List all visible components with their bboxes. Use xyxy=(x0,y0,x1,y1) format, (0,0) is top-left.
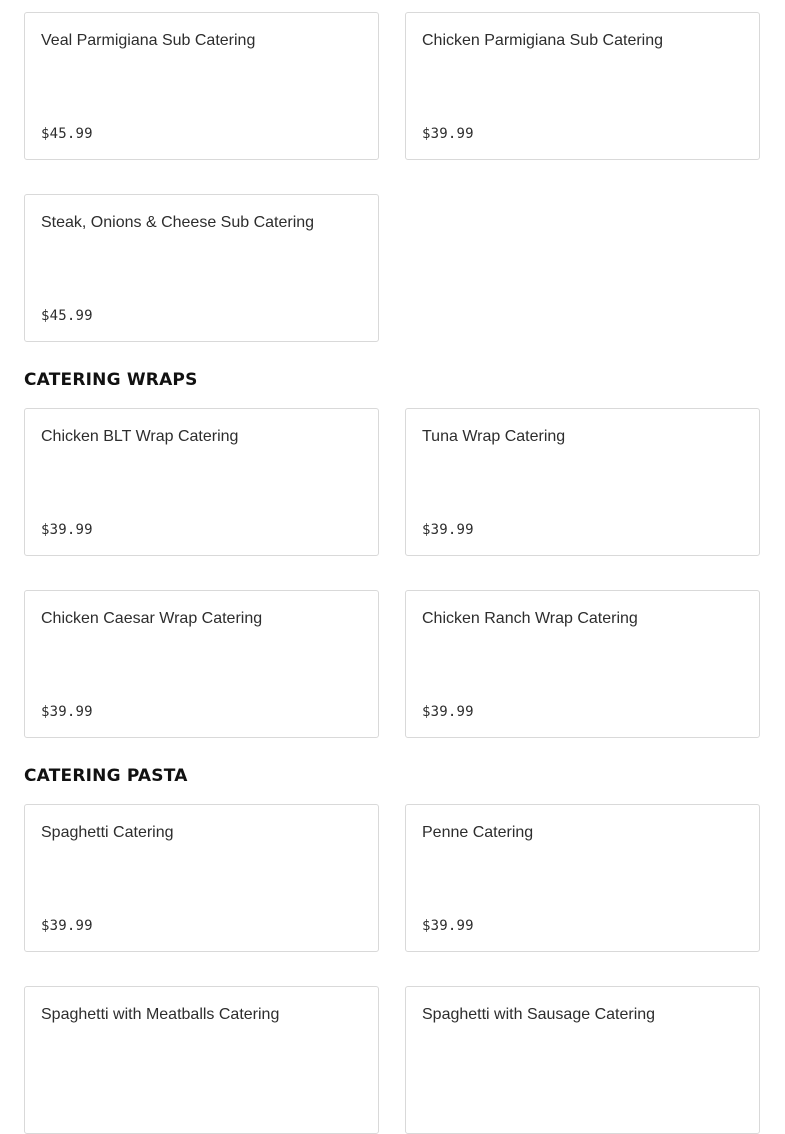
section-heading-catering-wraps: CATERING WRAPS xyxy=(24,370,198,390)
menu-item-name: Spaghetti with Sausage Catering xyxy=(422,1006,656,1023)
menu-item-name: Steak, Onions & Cheese Sub Catering xyxy=(41,214,315,231)
menu-item-card[interactable] xyxy=(24,986,379,1134)
menu-item-card[interactable] xyxy=(405,12,760,160)
menu-item-price: $39.99 xyxy=(422,522,474,538)
menu-item-name: Penne Catering xyxy=(422,824,534,841)
menu-item-card[interactable] xyxy=(24,12,379,160)
menu-item-price: $39.99 xyxy=(422,126,474,142)
menu-item-name: Chicken BLT Wrap Catering xyxy=(41,428,239,445)
menu-item-card[interactable] xyxy=(405,408,760,556)
section-heading-catering-pasta: CATERING PASTA xyxy=(24,766,188,786)
menu-item-card[interactable] xyxy=(24,194,379,342)
menu-item-price: $45.99 xyxy=(41,126,93,142)
menu-item-price: $39.99 xyxy=(41,918,93,934)
menu-item-price: $39.99 xyxy=(422,918,474,934)
menu-item-price: $39.99 xyxy=(41,522,93,538)
menu-item-card[interactable] xyxy=(405,986,760,1134)
menu-item-name: Veal Parmigiana Sub Catering xyxy=(41,32,256,49)
menu-item-card[interactable] xyxy=(24,590,379,738)
menu-item-price: $39.99 xyxy=(41,704,93,720)
menu-item-name: Spaghetti Catering xyxy=(41,824,174,841)
menu-item-price: $39.99 xyxy=(422,704,474,720)
menu-item-card[interactable] xyxy=(24,804,379,952)
menu-item-card[interactable] xyxy=(405,590,760,738)
menu-item-price: $45.99 xyxy=(41,308,93,324)
menu-item-name: Chicken Parmigiana Sub Catering xyxy=(422,32,664,49)
menu-item-name: Spaghetti with Meatballs Catering xyxy=(41,1006,280,1023)
menu-item-name: Tuna Wrap Catering xyxy=(422,428,566,445)
menu-item-name: Chicken Caesar Wrap Catering xyxy=(41,610,263,627)
menu-item-card[interactable] xyxy=(24,408,379,556)
menu-item-name: Chicken Ranch Wrap Catering xyxy=(422,610,638,627)
menu-item-card[interactable] xyxy=(405,804,760,952)
